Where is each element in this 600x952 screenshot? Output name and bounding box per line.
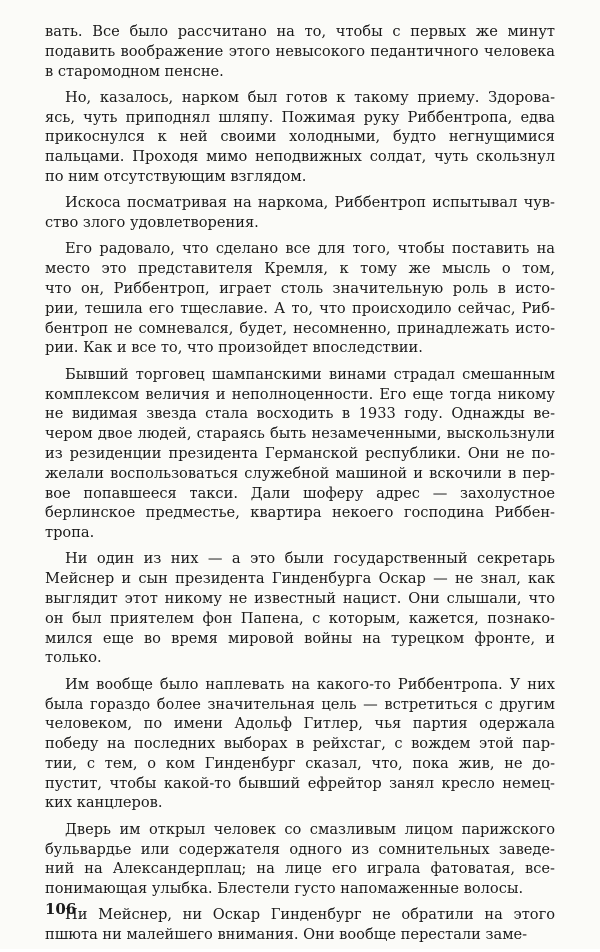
text-line: по ним отсутствующим взглядом.: [45, 168, 307, 186]
text-line: тропа.: [45, 524, 95, 542]
text-line: бентроп не сомневался, будет, несомненно, принадлежать исто-: [45, 319, 555, 337]
text-line: из резиденции президента Германской республики. Они не по-: [45, 444, 555, 462]
text-line: он был приятелем фон Папена, с которым, кажется, познако-: [45, 609, 555, 627]
text-line: понимающая улыбка. Блестели густо напомаженные волосы.: [45, 880, 524, 898]
text-line: Искоса посматривая на наркома, Риббентроп испытывал чув-: [65, 194, 555, 212]
text-line: берлинское предместье, квартира некоего господина Риббен-: [45, 504, 555, 522]
page-number: 106: [45, 900, 77, 918]
text-line: желали воспользоваться служебной машиной и вскочили в пер-: [45, 464, 555, 482]
text-line: чером двое людей, стараясь быть незамеченными, выскользнули: [45, 425, 555, 443]
text-line: Но, казалось, нарком был готов к такому приему. Здорова-: [65, 88, 555, 106]
text-line: что он, Риббентроп, играет столь значительную роль в исто-: [45, 280, 555, 298]
paragraph: [45, 549, 555, 668]
text-line: Его радовало, что сделано все для того, чтобы поставить на: [65, 240, 555, 258]
text-line: пустит, чтобы какой-то бывший ефрейтор занял кресло немец-: [45, 774, 555, 792]
paragraph: [45, 820, 555, 899]
text-line: в старомодном пенсне.: [45, 62, 224, 80]
text-line: комплексом величия и неполноценности. Его еще тогда никому: [45, 385, 555, 403]
text-line: не видимая звезда стала восходить в 1933 году. Однажды ве-: [45, 405, 555, 423]
text-line: рии, тешила его тщеславие. А то, что происходило сейчас, Риб-: [45, 299, 555, 317]
text-line: бульвардье или содержателя одного из сомнительных заведе-: [45, 840, 555, 858]
body-text: [45, 22, 555, 952]
paragraph: [45, 905, 555, 945]
text-line: только.: [45, 649, 102, 667]
text-line: была гораздо более значительная цель — встретиться с другим: [45, 695, 555, 713]
text-line: тии, с тем, о ком Гинденбург сказал, что, пока жив, не до-: [45, 754, 555, 772]
text-line: ний на Александерплац; на лице его играла фатоватая, все-: [45, 860, 555, 878]
text-line: Бывший торговец шампанскими винами страдал смешанным: [65, 365, 555, 383]
text-line: вать. Все было рассчитано на то, чтобы с первых же минут: [45, 23, 555, 40]
text-line: Ни Мейснер, ни Оскар Гинденбург не обратили на этого: [65, 906, 555, 924]
text-line: ких канцлеров.: [45, 794, 163, 812]
text-line: пшюта ни малейшего внимания. Они вообще перестали заме-: [45, 926, 528, 944]
text-line: подавить воображение этого невысокого педантичного человека: [45, 42, 555, 60]
paragraph: [45, 365, 555, 543]
text-line: Мейснер и сын президента Гинденбурга Оскар — не знал, как: [45, 570, 555, 588]
text-line: Ни один из них — а это были государственный секретарь: [65, 550, 555, 568]
paragraph: [45, 239, 555, 358]
text-line: человеком, по имени Адольф Гитлер, чья партия одержала: [45, 715, 555, 733]
text-line: место это представителя Кремля, к тому же мысль о том,: [45, 260, 555, 278]
text-line: прикоснулся к ней своими холодными, будто негнущимися: [45, 128, 555, 146]
text-line: победу на последних выборах в рейхстаг, с вождем этой пар-: [45, 735, 555, 753]
paragraph: [45, 88, 555, 187]
text-line: мился еще во время мировой войны на турецком фронте, и: [45, 629, 555, 647]
paragraph: [45, 22, 555, 81]
paragraph: [45, 675, 555, 814]
paragraph: [45, 193, 555, 233]
text-line: вое попавшееся такси. Дали шоферу адрес — захолустное: [45, 484, 555, 502]
text-line: ство злого удовлетворения.: [45, 214, 259, 232]
text-line: Дверь им открыл человек со смазливым лицом парижского: [65, 820, 555, 838]
text-line: рии. Как и все то, что произойдет впоследствии.: [45, 339, 423, 357]
text-line: пальцами. Проходя мимо неподвижных солдат, чуть скользнул: [45, 148, 555, 166]
text-line: Им вообще было наплевать на какого-то Риббентропа. У них: [65, 675, 555, 693]
text-line: выглядит этот никому не известный нацист. Они слышали, что: [45, 590, 555, 608]
text-line: ясь, чуть приподнял шляпу. Пожимая руку Риббентропа, едва: [45, 108, 555, 126]
